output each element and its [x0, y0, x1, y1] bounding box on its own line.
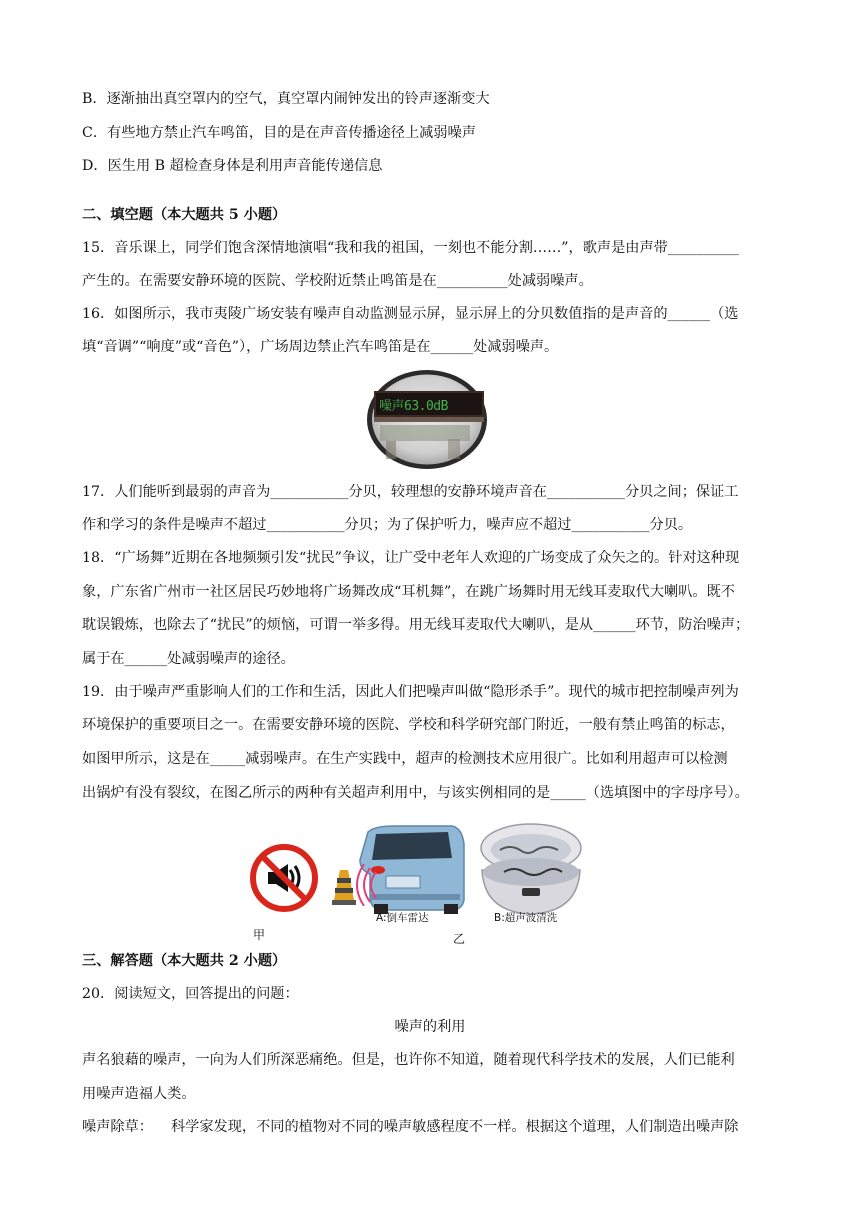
- article-paragraph-2-line-1: 噪声除草： 科学家发现，不同的植物对不同的噪声敏感程度不一样。根据这个道理，人们制造出噪声除: [82, 1119, 739, 1135]
- section-heading-answer: 三、解答题（本大题共 2 小题）: [82, 953, 287, 969]
- q17-line-1: 17．人们能听到最弱的声音为___________分贝，较理想的安静环境声音在___________分贝之间；保证工: [82, 484, 739, 500]
- caption-reversing-radar: A:倒车雷达: [376, 912, 429, 924]
- figure-label-yi: 乙: [453, 932, 466, 946]
- no-horn-sign-icon: [250, 844, 318, 912]
- q19-line-1: 19．由于噪声严重影响人们的工作和生活，因此人们把噪声叫做“隐形杀手”。现代的城市把控制噪声列为: [82, 684, 739, 700]
- figure-label-jia: 甲: [253, 928, 266, 942]
- q18-line-1: 18．“广场舞”近期在各地频频引发“扰民”争议，让广受中老年人欢迎的广场变成了众矢之的。针对这种现: [82, 550, 740, 566]
- option-b: B．逐渐抽出真空罩内的空气，真空罩内闹钟发出的铃声逐渐变大: [82, 91, 490, 107]
- article-title: 噪声的利用: [394, 1019, 466, 1035]
- q15-line-1: 15．音乐课上，同学们饱含深情地演唱“我和我的祖国，一刻也不能分割……”，歌声是由声带__________: [82, 240, 739, 256]
- ultrasonic-wave-icon: [354, 864, 380, 906]
- noise-monitor-figure: [366, 369, 488, 470]
- q20-prompt: 20．阅读短文，回答提出的问题：: [82, 986, 299, 1002]
- traffic-cone-icon: [332, 868, 356, 906]
- q19-line-2: 环境保护的重要项目之一。在需要安静环境的医院、学校和科学研究部门附近，一般有禁止鸣笛的标志，: [82, 717, 735, 733]
- q16-line-2: 填“音调”“响度”或“音色”），广场周边禁止汽车鸣笛是在______处减弱噪声。: [82, 339, 559, 355]
- option-d: D．医生用 B 超检查身体是利用声音能传递信息: [82, 158, 383, 174]
- article-paragraph-1-line-1: 声名狼藉的噪声，一向为人们所深恶痛绝。但是，也许你不知道，随着现代科学技术的发展，人们已能利: [82, 1052, 735, 1068]
- q18-line-4: 属于在______处减弱噪声的途径。: [82, 651, 295, 667]
- q18-line-2: 象，广东省广州市一社区居民巧妙地将广场舞改成“耳机舞”，在跳广场舞时用无线耳麦取代大喇叭。既不: [82, 584, 735, 600]
- noise-monitor-lens: [366, 369, 488, 470]
- ultrasonic-cleaner-icon: [478, 822, 584, 920]
- caption-ultrasonic-cleaning: B:超声波清洗: [494, 912, 558, 924]
- q16-line-1: 16．如图所示，我市夷陵广场安装有噪声自动监测显示屏，显示屏上的分贝数值指的是声音的______（选: [82, 306, 739, 322]
- q19-line-3: 如图甲所示，这是在_____减弱噪声。在生产实践中，超声的检测技术应用很广。比如利用超声可以检测: [82, 751, 728, 767]
- option-c: C．有些地方禁止汽车鸣笛，目的是在声音传播途径上减弱噪声: [82, 125, 476, 141]
- q19-figure: [246, 820, 586, 945]
- q18-line-3: 耽误锻炼，也除去了“扰民”的烦恼，可谓一举多得。用无线耳麦取代大喇叭，是从______环节，防治噪声；: [82, 617, 750, 633]
- noise-display-readout: 噪声63.0dB: [379, 399, 448, 414]
- q17-line-2: 作和学习的条件是噪声不超过___________分贝；为了保护听力，噪声应不超过___________分贝。: [82, 517, 693, 533]
- q19-line-4: 出锅炉有没有裂纹，在图乙所示的两种有关超声利用中，与该实例相同的是_____（选填图中的字母序号）。: [82, 785, 749, 801]
- section-heading-fill-in: 二、填空题（本大题共 5 小题）: [82, 207, 287, 223]
- article-paragraph-1-line-2: 用噪声造福人类。: [82, 1086, 196, 1102]
- q15-line-2: 产生的。在需要安静环境的医院、学校附近禁止鸣笛是在__________处减弱噪声。: [82, 273, 593, 289]
